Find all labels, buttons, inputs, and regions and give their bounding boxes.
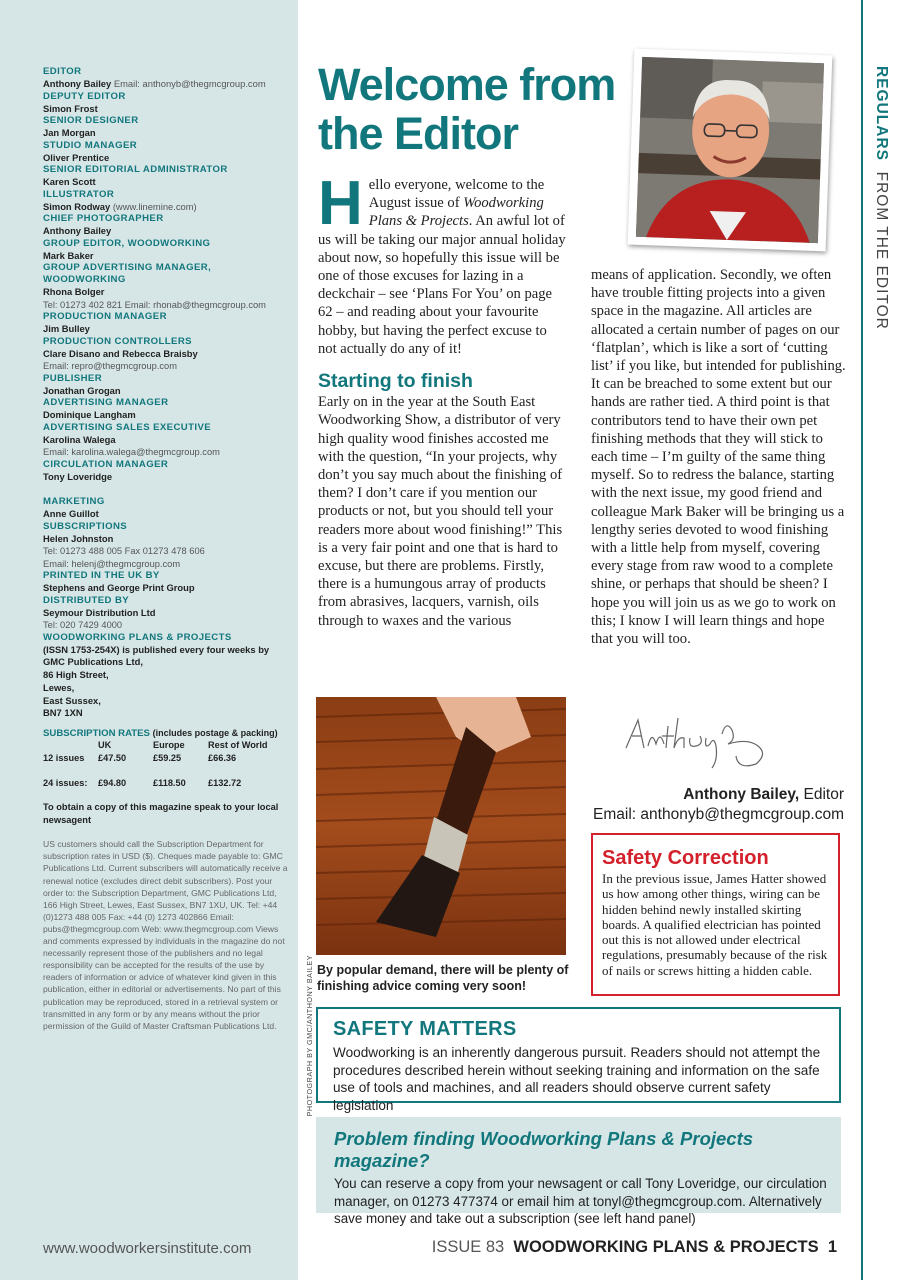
intro-text-end: . An awful lot of us will be taking our major annual holiday about now, so hopefully this issue will be one of those excuses for lazing in a deckchair – see ‘Plans For You’ on page 62 – and reading about your favourite hobby, but having the perfect excuse to not actually do any of it! [318, 213, 566, 357]
staff-name: Jan Morgan [43, 127, 96, 138]
publication-line: 86 High Street, [43, 669, 109, 681]
publication-line: BN7 1XN [43, 707, 83, 719]
staff-name: Oliver Prentice [43, 151, 110, 163]
byline-email[interactable]: Email: anthonyb@thegmcgroup.com [593, 806, 844, 823]
rates-title: SUBSCRIPTION RATES [43, 728, 150, 740]
staff-group-advertising-manager [43, 262, 293, 311]
role-label: DISTRIBUTED BY [43, 594, 130, 606]
rates-cell: 12 issues [43, 752, 85, 763]
page-title: Welcome from the Editor [318, 59, 616, 159]
safety-correction-title: Safety Correction [602, 847, 769, 869]
staff-name: Stephens and George Print Group [43, 582, 195, 593]
rates-cell: Rest of World [208, 740, 268, 751]
safety-matters-title: SAFETY MATTERS [333, 1018, 517, 1040]
fine-print: US customers should call the Subscription Department for subscription rates in USD ($). Cheques made payable to: GMC Publications Ltd. Current subscribers will automatically receive a renewal notice (excludes direct debit subscribers). Post your order to: the Subscription Department, GMC Publications Ltd, 166 High Street, Lewes, East Sussex, BN7 1XU, UK. Tel: +44 (0)1273 488 005 Fax: +44 (0) 1273 402866 Email: pubs@thegmcgroup.com Web: www.thegmcgroup.com Views and comments expressed by individuals in the magazine do not necessarily represent those of the publishers and no legal responsibility can be accepted for the results of the use by readers of information or advice of whatever kind given in this publication, either in editorial or advertisements. No part of this publication may be reproduced, stored in a retrieval system or transmitted in any form or by any means without the prior permission of the Guild of Master Craftsman Publications Ltd. [43, 839, 288, 1031]
staff-name: Simon Rodway [43, 200, 111, 212]
safety-correction-body: In the previous issue, James Hatter showed us how among other things, wiring can be hidden behind newly installed skirting boards. A qualified electrician has pointed out this is not allowed under electrical regulations, presumably because of the risk of nails or screws hitting a hidden cable. [602, 871, 828, 978]
brush-photo [316, 697, 566, 955]
staff-senior-designer [43, 115, 293, 140]
editor-signature [618, 708, 788, 778]
byline-name: Anthony Bailey, [683, 786, 800, 803]
staff-contact: Tel: 01273 488 005 Fax 01273 478 606 [43, 546, 205, 556]
role-label: SUBSCRIPTIONS [43, 520, 128, 532]
role-label: EDITOR [43, 66, 82, 77]
rates-row [43, 753, 268, 766]
staff-contact[interactable]: Email: karolina.walega@thegmcgroup.com [43, 447, 220, 457]
photo-credit: PHOTOGRAPH BY GMC/ANTHONY BAILEY [305, 955, 314, 1117]
masthead-sidebar [0, 0, 298, 1280]
editor-portrait-image [636, 57, 824, 243]
role-label: CHIEF PHOTOGRAPHER [43, 213, 164, 224]
publication-line: (ISSN 1753-254X) is published every four weeks by [43, 643, 270, 655]
role-label: PUBLISHER [43, 372, 103, 384]
staff-group-editor [43, 238, 293, 263]
staff-contact: Tel: 020 7429 4000 [43, 620, 123, 630]
printer-info [43, 570, 293, 595]
role-label: DEPUTY EDITOR [43, 90, 126, 102]
staff-name: Karen Scott [43, 176, 96, 187]
staff-name: Mark Baker [43, 249, 94, 261]
role-label: CIRCULATION MANAGER [43, 458, 169, 470]
website-link[interactable]: www.woodworkersinstitute.com [43, 1240, 252, 1257]
obtain-copy-note: To obtain a copy of this magazine speak to your local newsagent [43, 802, 279, 825]
rates-cell: £47.50 [98, 752, 127, 763]
rates-cell: £132.72 [208, 777, 242, 788]
staff-name: Simon Frost [43, 102, 98, 114]
editor-portrait-illustration [636, 57, 824, 243]
staff-name: Jim Bulley [43, 323, 90, 334]
publication-info [43, 632, 293, 721]
intro-paragraph [318, 169, 568, 358]
brush-illustration [316, 697, 566, 955]
section-tab-light: FROM THE EDITOR [873, 171, 890, 330]
problem-body: You can reserve a copy from your newsagent or call Tony Loveridge, our circulation manager, on 01273 477374 or email him at tonyl@thegmcgroup.com. Alternatively save money and take out a subscription (see left hand panel) [334, 1176, 827, 1226]
staff-name: Clare Disano and Rebecca Braisby [43, 347, 198, 359]
staff-advertising-manager [43, 397, 293, 422]
subscription-rates-table [43, 740, 268, 790]
staff-name: Anthony Bailey [43, 225, 112, 236]
footer-issue: ISSUE 83 [431, 1238, 505, 1256]
staff-name: Tony Loveridge [43, 470, 113, 482]
section-tab-bold: REGULARS [873, 66, 890, 161]
rates-cell: UK [98, 740, 112, 751]
footer-magazine: WOODWORKING PLANS & PROJECTS [513, 1238, 819, 1256]
editor-photo [628, 49, 833, 252]
staff-publisher [43, 373, 293, 398]
staff-marketing [43, 496, 293, 521]
staff-email[interactable]: Email: anthonyb@thegmcgroup.com [113, 78, 266, 89]
page-footer [432, 1238, 837, 1257]
publication-heading: WOODWORKING PLANS & PROJECTS [43, 631, 232, 643]
article-column-right: means of application. Secondly, we often have trouble fitting projects into a given space in the magazine. All articles are allocated a certain number of pages on our ‘flatplan’, which is like a sort of ‘cutting list’ if you like, but intended for publishing. It can be breached to some extent but our hands are rather tied. A third point is that contributors tend to have their own pet finishing methods that they will stick to each time – I’m guilty of the same thing myself. So to redress the balance, starting with the next issue, my good friend and colleague Mark Baker will be bringing us a lengthy series devoted to wood finishing with a little help from myself, covering every stage from raw wood to a complete shine, or perhaps that should be sheen? I hope you will join us as we go to work on this; I know I will learn things and hope that you will too. [591, 267, 846, 648]
staff-name: Helen Johnston [43, 532, 114, 544]
rates-note: (includes postage & packing) [152, 728, 278, 739]
role-label: GROUP ADVERTISING MANAGER, WOODWORKING [43, 262, 212, 285]
staff-name: Anthony Bailey [43, 78, 112, 89]
rates-cell: £59.25 [153, 752, 182, 763]
publication-line: East Sussex, [43, 694, 101, 706]
role-label: SENIOR EDITORIAL ADMINISTRATOR [43, 164, 228, 175]
staff-contact[interactable]: Tel: 01273 402 821 Email: rhonab@thegmcgroup.com [43, 299, 266, 310]
rates-cell: £66.36 [208, 752, 237, 763]
staff-subscriptions [43, 521, 293, 571]
staff-name: Jonathan Grogan [43, 384, 121, 396]
staff-contact[interactable]: Email: repro@thegmcgroup.com [43, 361, 177, 371]
role-label: GROUP EDITOR, WOODWORKING [43, 237, 211, 249]
role-label: PRODUCTION MANAGER [43, 311, 167, 322]
role-label: ILLUSTRATOR [43, 188, 115, 200]
section-divider [861, 0, 863, 1280]
staff-deputy-editor [43, 91, 293, 116]
staff-illustrator [43, 189, 293, 214]
rates-cell [43, 740, 98, 753]
staff-website[interactable]: (www.linemine.com) [112, 200, 197, 212]
staff-name: Rhona Bolger [43, 286, 105, 297]
role-label: PRINTED IN THE UK BY [43, 570, 160, 581]
safety-correction-box [591, 833, 840, 996]
section-tab [872, 66, 890, 330]
role-label: SENIOR DESIGNER [43, 115, 139, 126]
staff-name: Karolina Walega [43, 433, 116, 445]
staff-list [43, 66, 293, 1032]
role-label: ADVERTISING SALES EXECUTIVE [43, 421, 212, 433]
rates-header-row [43, 740, 268, 753]
role-label: PRODUCTION CONTROLLERS [43, 335, 192, 347]
safety-matters-body: Woodworking is an inherently dangerous pursuit. Readers should not attempt the procedures described herein without seeking training and information on the safe use of tools and machines, and all readers should observe current safety legislation [333, 1045, 821, 1113]
safety-matters-box [316, 1007, 841, 1113]
role-label: MARKETING [43, 496, 105, 507]
staff-circulation-manager [43, 459, 293, 484]
byline-role: Editor [799, 786, 844, 803]
subscription-rates-heading [43, 728, 293, 739]
subheading: Starting to finish [318, 370, 473, 393]
article-column-left [318, 169, 568, 630]
role-label: STUDIO MANAGER [43, 139, 138, 151]
staff-chief-photographer [43, 213, 293, 238]
publication-line: Lewes, [43, 681, 75, 693]
rates-row [43, 778, 268, 791]
staff-advertising-sales [43, 422, 293, 459]
publication-line: GMC Publications Ltd, [43, 656, 143, 668]
staff-production-controllers [43, 336, 293, 373]
intro-text-start: ello everyone, welcome to the August issue of [368, 177, 545, 212]
staff-name: Dominique Langham [43, 409, 136, 420]
editor-byline [591, 785, 844, 825]
problem-finding-box [316, 1117, 841, 1226]
rates-cell: £94.80 [98, 777, 127, 788]
staff-name: Anne Guillot [43, 508, 99, 519]
staff-email[interactable]: Email: helenj@thegmcgroup.com [43, 558, 181, 569]
staff-name: Seymour Distribution Ltd [43, 606, 156, 618]
staff-studio-manager [43, 140, 293, 165]
staff-senior-editorial-admin [43, 164, 293, 189]
rates-cell: 24 issues: [43, 777, 88, 788]
role-label: ADVERTISING MANAGER [43, 397, 169, 408]
photo-caption: By popular demand, there will be plenty of finishing advice coming very soon! [317, 963, 569, 993]
body-paragraph: Early on in the year at the South East Woodworking Show, a distributor of very high quality wood finishes accosted me with the question, “In your projects, why don’t you say much about the finishing of them? I don’t care if you mention our products or not, but you should tell your readers more about wood finishing!” This is a very fair point and one that is hard to excuse, but there are problems. Firstly, there is a humungous array of products from abrasives, lacquers, varnish, oils through to waxes and the various [318, 394, 563, 629]
magazine-name-italic: Woodworking Plans & Projects [368, 195, 544, 230]
drop-cap: H [318, 169, 363, 238]
distributor-info [43, 595, 293, 632]
rates-cell: Europe [153, 740, 185, 751]
staff-editor [43, 66, 293, 91]
staff-production-manager [43, 311, 293, 336]
rates-cell: £118.50 [153, 777, 186, 788]
page-number: 1 [827, 1238, 837, 1256]
problem-title: Problem finding Woodworking Plans & Projects magazine? [334, 1128, 754, 1171]
